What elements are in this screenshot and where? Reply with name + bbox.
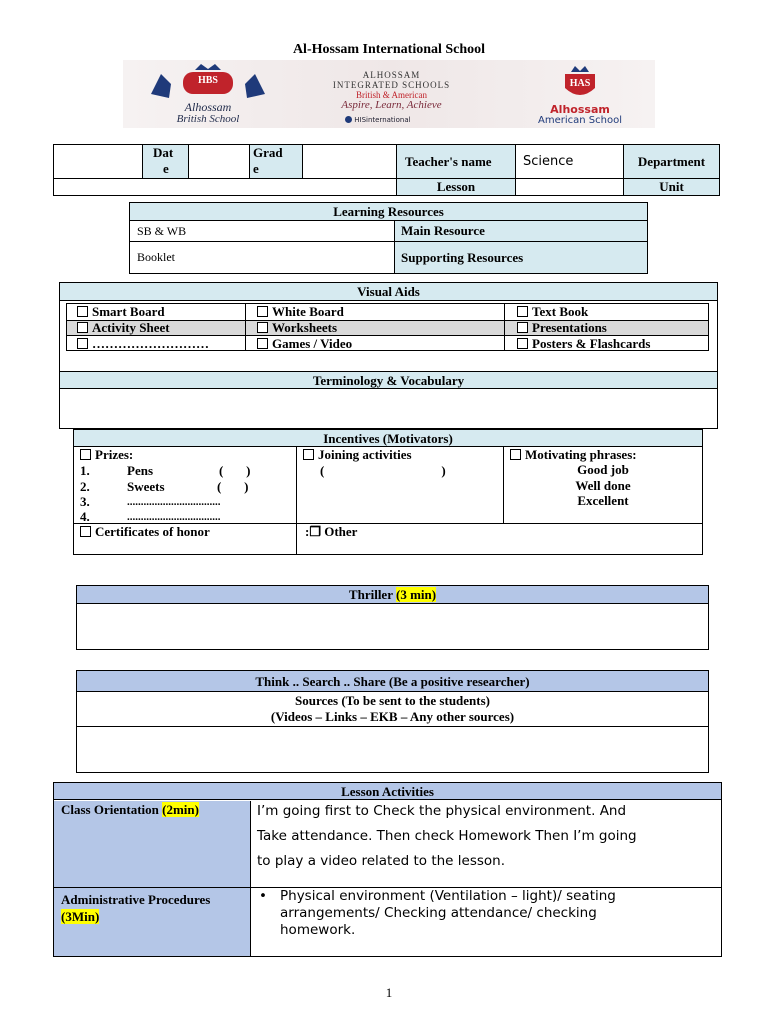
white-board-label: White Board bbox=[272, 304, 344, 319]
orientation-line: to play a video related to the lesson. bbox=[257, 853, 506, 869]
certificates-option[interactable] bbox=[80, 524, 290, 540]
american-name-line-2: American School bbox=[538, 115, 622, 126]
unit-field[interactable] bbox=[515, 178, 624, 196]
thriller-title-text: Thriller bbox=[348, 587, 393, 602]
grade-label-line-1: Grad bbox=[253, 145, 283, 160]
teacher-label: Teacher's name bbox=[396, 144, 516, 179]
prize-number: 1. bbox=[80, 463, 90, 478]
checkbox-icon bbox=[80, 526, 91, 537]
games-video-option[interactable] bbox=[257, 336, 497, 352]
posters-flashcards-option[interactable] bbox=[517, 336, 707, 352]
prize-blank[interactable]: ( ) bbox=[217, 479, 249, 494]
sources-field[interactable] bbox=[77, 727, 708, 772]
prize-number: 2. bbox=[80, 479, 90, 494]
supporting-resource-value[interactable]: Booklet bbox=[129, 241, 395, 274]
date-label-line-1: Dat bbox=[153, 145, 174, 160]
other-incentive-option[interactable]: :❒ Other bbox=[305, 524, 358, 539]
lesson-field[interactable] bbox=[53, 178, 397, 196]
administrative-text-cell[interactable] bbox=[257, 888, 719, 939]
main-resource-value[interactable]: SB & WB bbox=[129, 220, 395, 242]
checkbox-icon bbox=[80, 449, 91, 460]
checkbox-icon bbox=[517, 322, 528, 333]
column-divider bbox=[296, 447, 297, 554]
checkbox-icon bbox=[510, 449, 521, 460]
supporting-resource-label: Supporting Resources bbox=[394, 241, 648, 274]
other-aid-option[interactable] bbox=[77, 336, 243, 352]
center-line-3: British & American bbox=[356, 90, 427, 100]
lesson-activities-table bbox=[53, 782, 722, 957]
thriller-title bbox=[77, 586, 708, 604]
visual-aids-title: Visual Aids bbox=[60, 283, 717, 301]
research-section bbox=[76, 670, 709, 773]
motivating-phrases-text: Motivating phrases: bbox=[525, 447, 637, 462]
smart-board-option[interactable] bbox=[77, 304, 243, 320]
school-title: Al-Hossam International School bbox=[292, 42, 486, 57]
british-school-logo bbox=[143, 64, 273, 126]
prize-number: 4. bbox=[80, 509, 90, 524]
page-number: 1 bbox=[385, 985, 393, 1000]
posters-flashcards-label: Posters & Flashcards bbox=[532, 336, 651, 351]
white-board-option[interactable] bbox=[257, 304, 497, 320]
incentives-section bbox=[73, 429, 703, 555]
prize-name: Pens bbox=[127, 463, 153, 478]
date-label-line-2: e bbox=[163, 161, 169, 176]
prize-name: Sweets bbox=[127, 479, 165, 494]
logo-banner bbox=[123, 60, 655, 128]
administrative-label bbox=[54, 888, 250, 925]
american-name-line-1: Alhossam bbox=[550, 103, 610, 116]
class-orientation-label bbox=[54, 801, 250, 818]
prize-name[interactable]: .................................. bbox=[127, 496, 221, 508]
british-badge-text: HBS bbox=[197, 75, 218, 86]
prize-item bbox=[80, 479, 290, 495]
class-orientation-time: (2min) bbox=[162, 802, 199, 817]
american-badge-text: HAS bbox=[569, 78, 591, 89]
date-field[interactable] bbox=[188, 144, 250, 179]
sources-line-1: Sources (To be sent to the students) bbox=[294, 693, 490, 708]
games-video-label: Games / Video bbox=[272, 336, 353, 351]
bullet-icon: • bbox=[259, 888, 267, 904]
visual-aids-grid bbox=[66, 303, 709, 351]
center-handle-row bbox=[345, 116, 455, 124]
checkbox-icon bbox=[77, 306, 88, 317]
incentives-title: Incentives (Motivators) bbox=[74, 430, 702, 447]
joining-activities-text: Joining activities bbox=[318, 447, 412, 462]
text-book-option[interactable] bbox=[517, 304, 707, 320]
orientation-line: I’m going first to Check the physical environment. And bbox=[257, 803, 627, 819]
blank-cell[interactable] bbox=[53, 144, 143, 179]
terminology-field[interactable] bbox=[60, 390, 717, 428]
grade-label-line-2: e bbox=[253, 161, 259, 176]
center-motto: Aspire, Learn, Achieve bbox=[341, 99, 442, 111]
administrative-text: Administrative Procedures bbox=[61, 892, 211, 907]
research-title: Think .. Search .. Share (Be a positive researcher) bbox=[77, 671, 708, 692]
grade-field[interactable] bbox=[302, 144, 397, 179]
center-handle: HISinternational bbox=[354, 116, 411, 124]
checkbox-icon bbox=[77, 338, 88, 349]
class-orientation-text-cell[interactable] bbox=[257, 799, 719, 874]
bullet-item bbox=[257, 888, 719, 939]
joining-activities-blank[interactable]: ( ) bbox=[320, 463, 446, 478]
administrative-label-cell bbox=[54, 888, 251, 956]
administrative-time: (3Min) bbox=[61, 909, 100, 924]
checkbox-icon bbox=[257, 322, 268, 333]
text-book-label: Text Book bbox=[532, 304, 589, 319]
checkbox-icon bbox=[517, 306, 528, 317]
orientation-line: Take attendance. Then check Homework Then I’m going bbox=[257, 828, 637, 844]
learning-resources-title: Learning Resources bbox=[129, 202, 648, 221]
lesson-label: Lesson bbox=[396, 178, 516, 196]
administrative-line: arrangements/ Checking attendance/ checking bbox=[280, 905, 597, 921]
checkbox-icon bbox=[303, 449, 314, 460]
center-line-1: ALHOSSAM bbox=[362, 70, 421, 80]
prize-item bbox=[80, 463, 290, 479]
prize-name[interactable]: .................................. bbox=[127, 511, 221, 523]
activity-sheet-option[interactable] bbox=[77, 320, 243, 336]
prizes-label bbox=[80, 447, 290, 463]
joining-activities-label bbox=[303, 447, 498, 463]
thriller-time: (3 min) bbox=[395, 587, 437, 602]
column-divider bbox=[504, 320, 505, 336]
american-school-logo bbox=[515, 64, 645, 126]
checkbox-icon bbox=[77, 322, 88, 333]
thriller-section bbox=[76, 585, 709, 650]
worksheets-option[interactable] bbox=[257, 320, 497, 336]
unit-label: Unit bbox=[623, 178, 720, 196]
visual-aids-section bbox=[59, 282, 718, 429]
date-label bbox=[142, 144, 189, 179]
header-table bbox=[53, 144, 720, 196]
prize-number: 3. bbox=[80, 494, 90, 509]
learning-resources-table bbox=[129, 202, 648, 274]
thriller-field[interactable] bbox=[77, 605, 708, 649]
column-divider bbox=[245, 320, 246, 336]
administrative-line: homework. bbox=[280, 922, 356, 938]
checkbox-icon bbox=[517, 338, 528, 349]
activity-sheet-label: Activity Sheet bbox=[92, 320, 170, 335]
prizes-label-text: Prizes: bbox=[95, 447, 134, 462]
grade-label bbox=[249, 144, 303, 179]
motivating-phrase: Well done bbox=[575, 478, 631, 493]
motivating-phrase: Good job bbox=[577, 462, 629, 477]
checkbox-icon bbox=[257, 338, 268, 349]
sources-line-2: (Videos – Links – EKB – Any other sources) bbox=[270, 709, 515, 724]
administrative-line: Physical environment (Ventilation – light)/ seating bbox=[280, 888, 616, 904]
social-icon bbox=[345, 116, 352, 123]
motivating-phrases-label bbox=[510, 447, 700, 463]
lesson-activities-title: Lesson Activities bbox=[54, 783, 721, 800]
motivating-phrase: Excellent bbox=[577, 493, 629, 508]
prize-blank[interactable]: ( ) bbox=[219, 463, 251, 478]
other-aid-label: ……………………… bbox=[92, 336, 209, 351]
class-orientation-text: Class Orientation bbox=[61, 802, 159, 817]
presentations-label: Presentations bbox=[532, 320, 607, 335]
prize-item bbox=[80, 509, 290, 525]
smart-board-label: Smart Board bbox=[92, 304, 165, 319]
subject-field[interactable]: Science bbox=[515, 144, 624, 179]
department-label: Department bbox=[623, 144, 720, 179]
british-name-line-2: British School bbox=[176, 113, 240, 125]
main-resource-label: Main Resource bbox=[394, 220, 648, 242]
certificates-label: Certificates of honor bbox=[95, 524, 210, 539]
terminology-title: Terminology & Vocabulary bbox=[60, 371, 717, 389]
checkbox-icon bbox=[257, 306, 268, 317]
worksheets-label: Worksheets bbox=[272, 320, 337, 335]
presentations-option[interactable] bbox=[517, 320, 707, 336]
class-orientation-label-cell bbox=[54, 801, 251, 887]
center-line-2: INTEGRATED SCHOOLS bbox=[332, 80, 451, 90]
prize-item bbox=[80, 494, 290, 510]
british-name-line-1: Alhossam bbox=[184, 100, 232, 114]
